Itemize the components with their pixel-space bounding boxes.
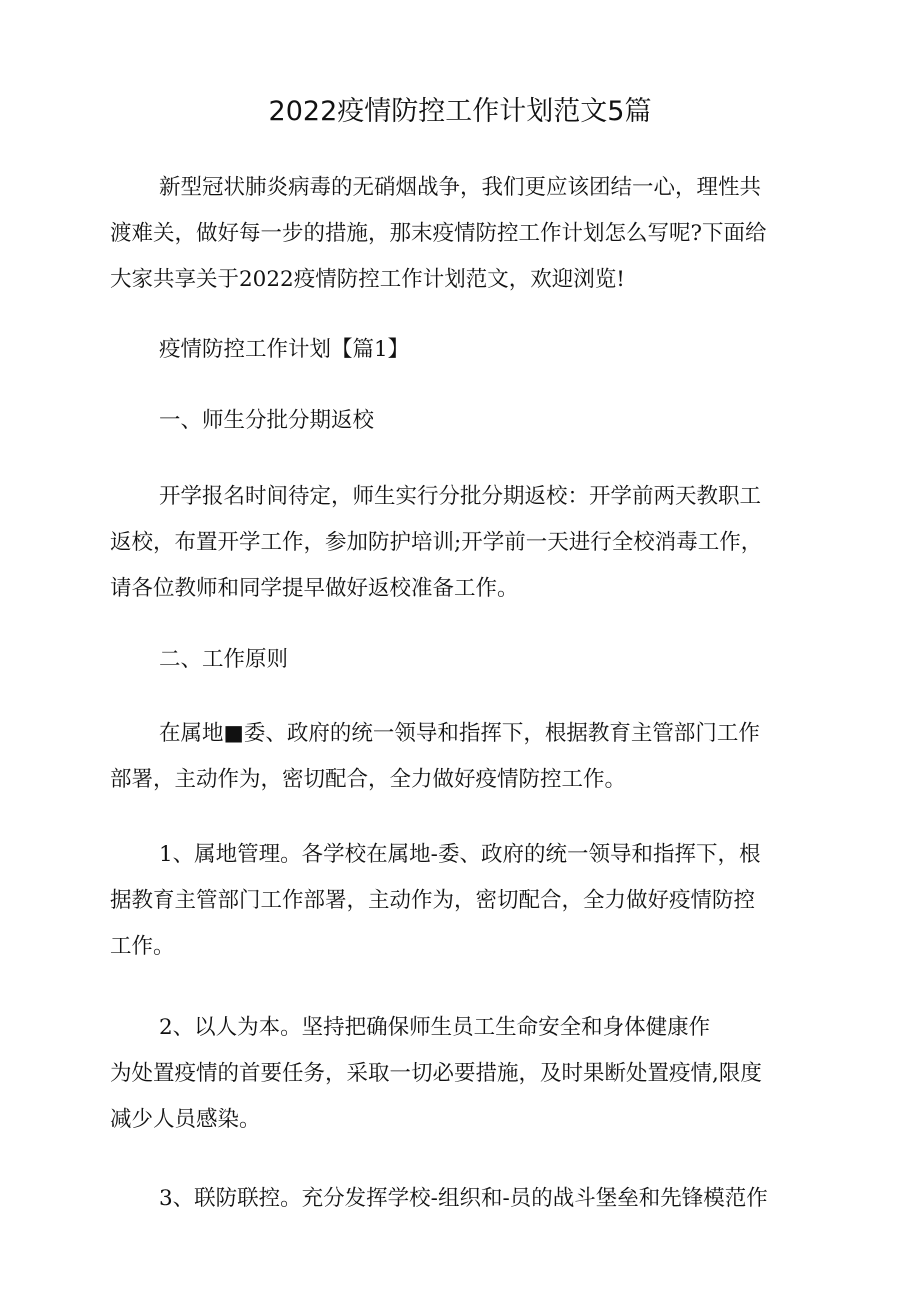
item2-heading: 二、工作原则 [159, 647, 289, 672]
point1-paragraph [110, 832, 822, 970]
item1-line: 开学报名时间待定，师生实行分批分期返校：开学前两天教职工 [159, 484, 762, 509]
point2-line: 2、以人为本。坚持把确保师生员工生命安全和身体健康作 [159, 1015, 711, 1040]
section1-heading: 疫情防控工作计划【篇1】 [159, 337, 410, 362]
intro-line: 渡难关，做好每一步的措施，那末疫情防控工作计划怎么写呢?下面给 [110, 221, 767, 246]
intro-line: 新型冠状肺炎病毒的无硝烟战争，我们更应该团结一心，理性共 [159, 175, 762, 200]
point1-line: 工作。 [110, 934, 175, 959]
item1-line: 请各位教师和同学提早做好返校准备工作。 [110, 576, 519, 601]
point3-paragraph [110, 1176, 822, 1222]
item1-heading: 一、师生分批分期返校 [159, 408, 375, 433]
intro-line: 大家共享关于2022疫情防控工作计划范文，欢迎浏览! [110, 267, 625, 292]
point3-line: 3、联防联控。充分发挥学校-组织和-员的战斗堡垒和先锋模范作 [159, 1186, 768, 1211]
point1-line: 1、属地管理。各学校在属地-委、政府的统一领导和指挥下，根 [159, 842, 761, 867]
item2-paragraph [110, 711, 822, 803]
intro-paragraph [110, 165, 822, 303]
document-title: 2022疫情防控工作计划范文5篇 [268, 96, 652, 127]
point2-paragraph [110, 1005, 822, 1143]
item2-line: 在属地■委、政府的统一领导和指挥下，根据教育主管部门工作 [159, 721, 760, 746]
point1-line: 据教育主管部门工作部署，主动作为，密切配合，全力做好疫情防控 [110, 888, 756, 913]
item1-line: 返校，布置开学工作，参加防护培训;开学前一天进行全校消毒工作， [110, 530, 763, 555]
item2-line: 部署，主动作为，密切配合，全力做好疫情防控工作。 [110, 767, 627, 792]
point2-line: 为处置疫情的首要任务，采取一切必要措施，及时果断处置疫情,限度 [110, 1061, 762, 1086]
point2-line: 减少人员感染。 [110, 1107, 261, 1132]
item1-paragraph [110, 474, 822, 612]
